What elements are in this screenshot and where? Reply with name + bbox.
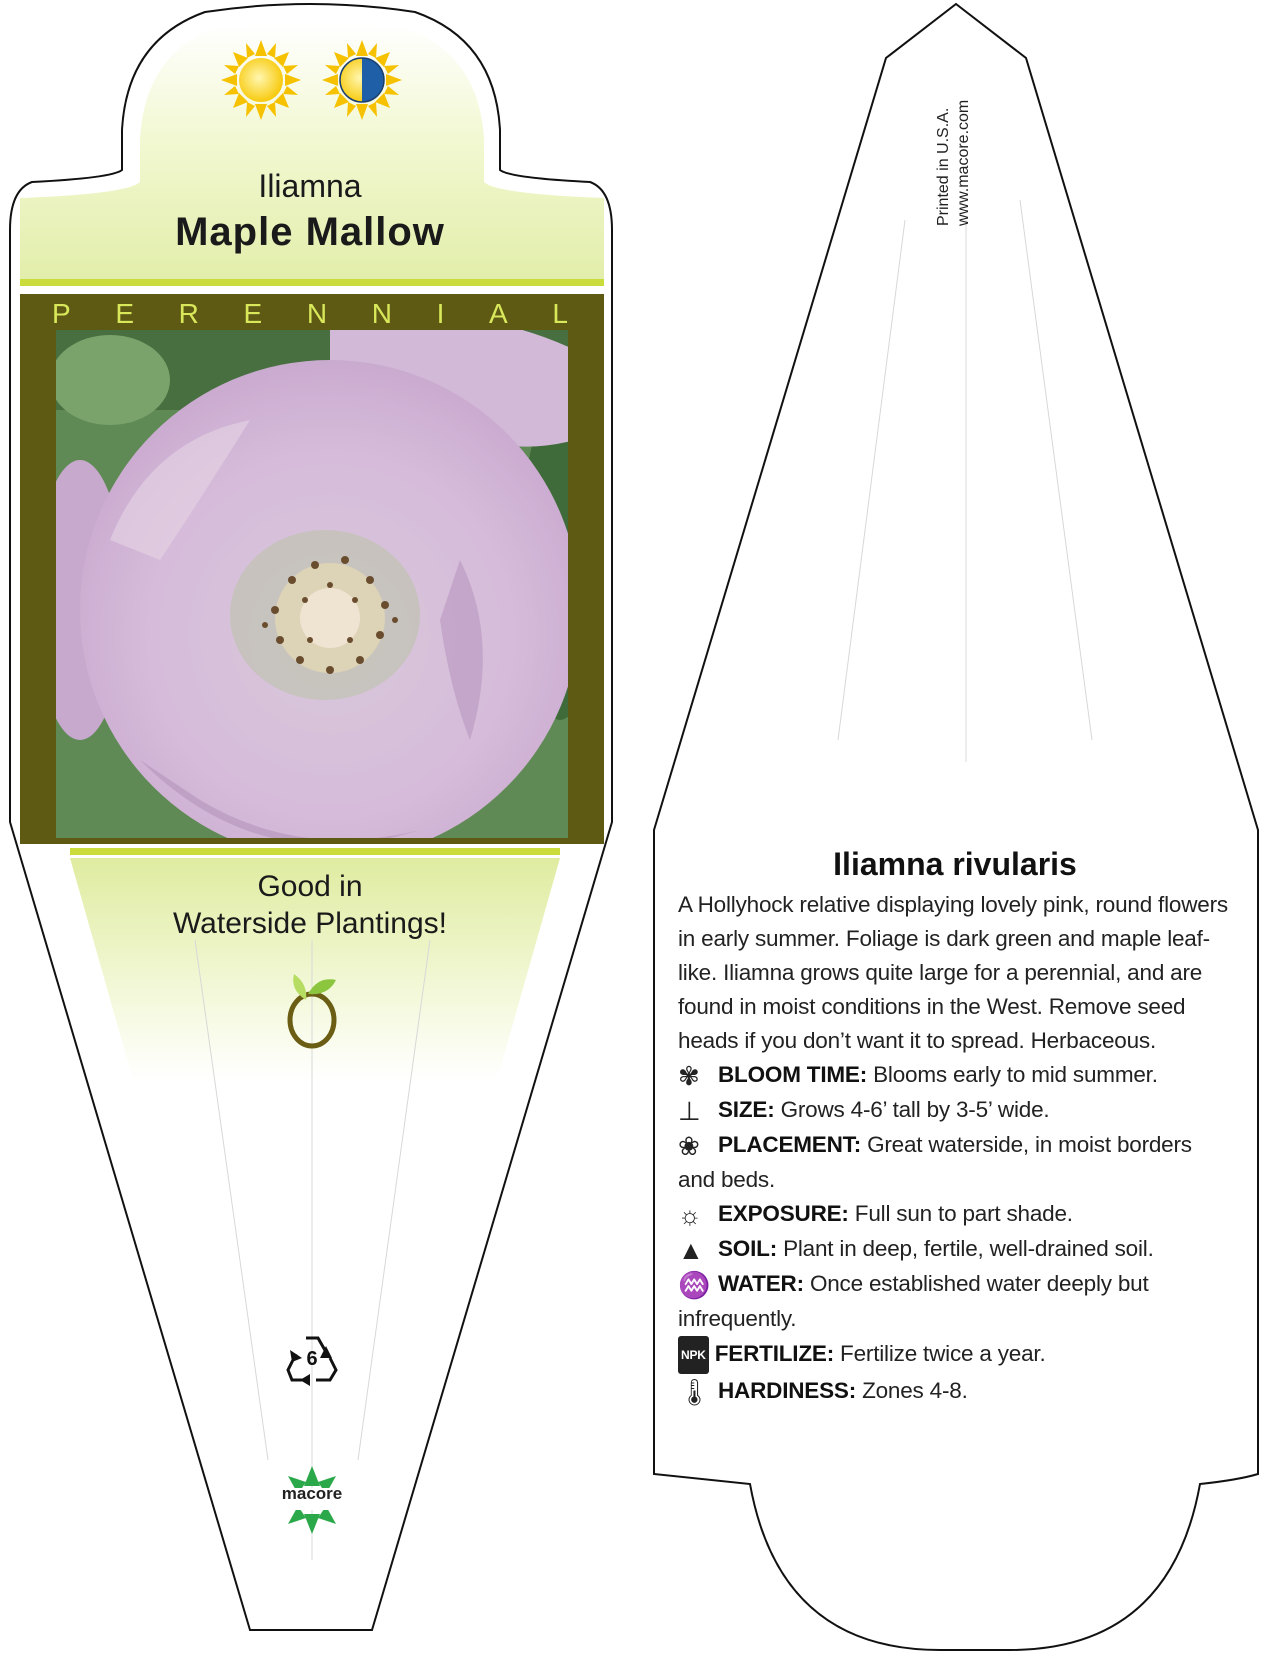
tagline: [60, 868, 560, 942]
category-letter: P: [52, 298, 71, 329]
category-letter: I: [436, 298, 445, 329]
attribute-water: [678, 1267, 1234, 1336]
attribute-label: FERTILIZE:: [714, 1341, 834, 1367]
category-letter: E: [115, 298, 135, 329]
printed-line: www.macore.com: [955, 99, 972, 226]
category-letter: L: [552, 298, 568, 329]
scientific-name: Iliamna rivularis: [833, 846, 1077, 882]
placement-icon: ❀: [678, 1131, 700, 1162]
attribute-text: Grows 4-6’ tall by 3-5’ wide.: [780, 1097, 1050, 1123]
attribute-text: Zones 4-8.: [862, 1378, 968, 1404]
flower-photo: [35, 314, 600, 860]
attribute-text: Fertilize twice a year.: [840, 1341, 1046, 1367]
attribute-fertilize: [678, 1336, 1234, 1374]
attribute-size: [678, 1093, 1234, 1128]
attribute-soil: [678, 1232, 1234, 1267]
attribute-text: Blooms early to mid summer.: [873, 1062, 1158, 1087]
attribute-exposure: [678, 1197, 1234, 1232]
description-text: A Hollyhock relative displaying lovely pink, round flowers in early summer. Foliage is dark green and maple leaf-like. Iliamna grows quite large for a perennial, and are found in moist conditions in the West. Remove seed heads if you don’t want it to spread. Herbaceous.: [678, 892, 1228, 1053]
attribute-text: Once established water deeply but infrequently.: [678, 1271, 1149, 1332]
recycle-code: 6: [306, 1348, 318, 1370]
category-letter: N: [371, 298, 392, 329]
printed-line: Printed in U.S.A.: [935, 107, 952, 226]
category-letter: A: [489, 298, 508, 329]
attribute-label: SOIL:: [718, 1236, 777, 1262]
attribute-label: WATER:: [718, 1271, 804, 1297]
hardiness-icon: 🌡: [678, 1377, 711, 1408]
attribute-label: SIZE:: [718, 1097, 775, 1123]
tagline-line: Good in: [257, 870, 363, 903]
category-letter: R: [178, 298, 199, 329]
soil-icon: ▲: [678, 1235, 704, 1266]
printed-info: [934, 56, 974, 226]
water-icon: ♒: [678, 1270, 711, 1301]
common-name: Maple Mallow: [175, 210, 445, 254]
attribute-hardiness: [678, 1374, 1234, 1409]
size-icon: ⊥: [678, 1096, 701, 1127]
bloom-icon: ✾: [678, 1061, 700, 1092]
part-shade-icon: [322, 40, 402, 120]
tagline-line: Waterside Plantings!: [172, 907, 447, 940]
attribute-placement: [678, 1128, 1234, 1197]
full-sun-icon: [221, 40, 301, 120]
genus-name: Iliamna: [258, 168, 362, 204]
description-block: [678, 888, 1234, 1409]
exposure-icon: ☼: [678, 1200, 702, 1231]
attribute-label: BLOOM TIME:: [718, 1062, 868, 1087]
attribute-text: Great waterside, in moist borders and beds.: [678, 1132, 1192, 1193]
category-label: [30, 298, 590, 332]
brand-name: macore: [281, 1484, 343, 1503]
attribute-label: PLACEMENT:: [718, 1132, 861, 1158]
attribute-label: EXPOSURE:: [718, 1201, 849, 1227]
category-letter: E: [243, 298, 263, 329]
attribute-bloom-time: [678, 1058, 1234, 1093]
attribute-text: Full sun to part shade.: [854, 1201, 1073, 1227]
category-letter: N: [306, 298, 328, 329]
attribute-label: HARDINESS:: [718, 1378, 857, 1404]
fertilize-icon: NPK: [678, 1336, 709, 1374]
attribute-text: Plant in deep, fertile, well-drained soil.: [783, 1236, 1154, 1262]
